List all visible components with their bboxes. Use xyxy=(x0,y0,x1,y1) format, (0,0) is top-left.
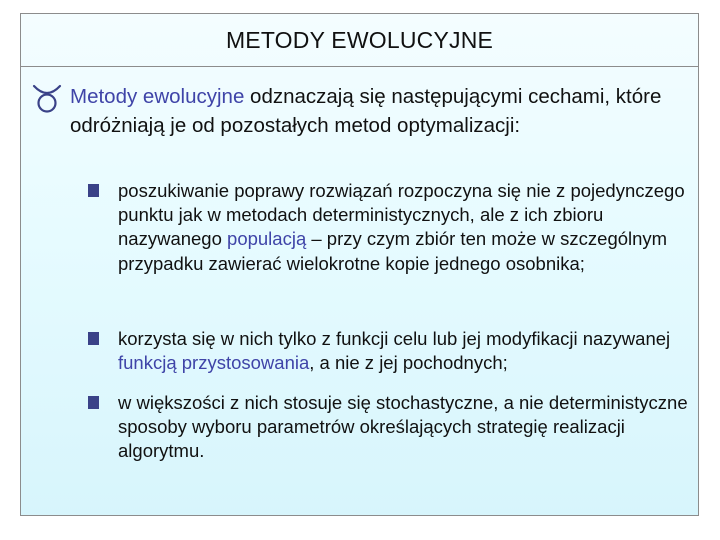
taurus-symbol-icon xyxy=(31,83,63,115)
slide-title xyxy=(20,13,699,67)
intro-highlight: Metody ewolucyjne xyxy=(70,85,245,108)
square-bullet-icon xyxy=(88,396,99,409)
square-bullet-icon xyxy=(88,332,99,345)
slide-title-text: METODY EWOLUCYJNE xyxy=(225,26,494,53)
list-item-3-text xyxy=(118,391,698,464)
intro-paragraph xyxy=(70,82,680,140)
list-item-3-text-before: w większości z nich stosuje się stochastyczne, a nie deterministyczne sposoby wyboru parametrów określających strategię realizacji algorytmu. xyxy=(118,392,688,462)
list-item-1-text-after: – przy czym zbiór ten może w szczególnym przypadku zawierać wielokrotne kopie jednego osobnika; xyxy=(118,228,668,274)
square-bullet-icon xyxy=(88,184,99,197)
list-item-2-text-after: , a nie z jej pochodnych; xyxy=(309,352,508,374)
intro-text: odznaczają się następującymi cechami, które odróżniają je od pozostałych metod optymalizacji: xyxy=(70,85,662,137)
list-item-2-text-before: korzysta się w nich tylko z funkcji celu lub jej modyfikacji nazywanej xyxy=(118,328,671,349)
list-item-1-text-before: poszukiwanie poprawy rozwiązań rozpoczyna się nie z pojedynczego punktu jak w metodach deterministycznych, ale z ich zbioru nazywanego xyxy=(118,180,685,250)
list-item-2-text xyxy=(118,327,698,375)
list-item-1-highlight: populacją xyxy=(227,228,307,250)
list-item-2-highlight: funkcją przystosowania xyxy=(118,352,310,374)
list-item-1-text xyxy=(118,179,698,276)
